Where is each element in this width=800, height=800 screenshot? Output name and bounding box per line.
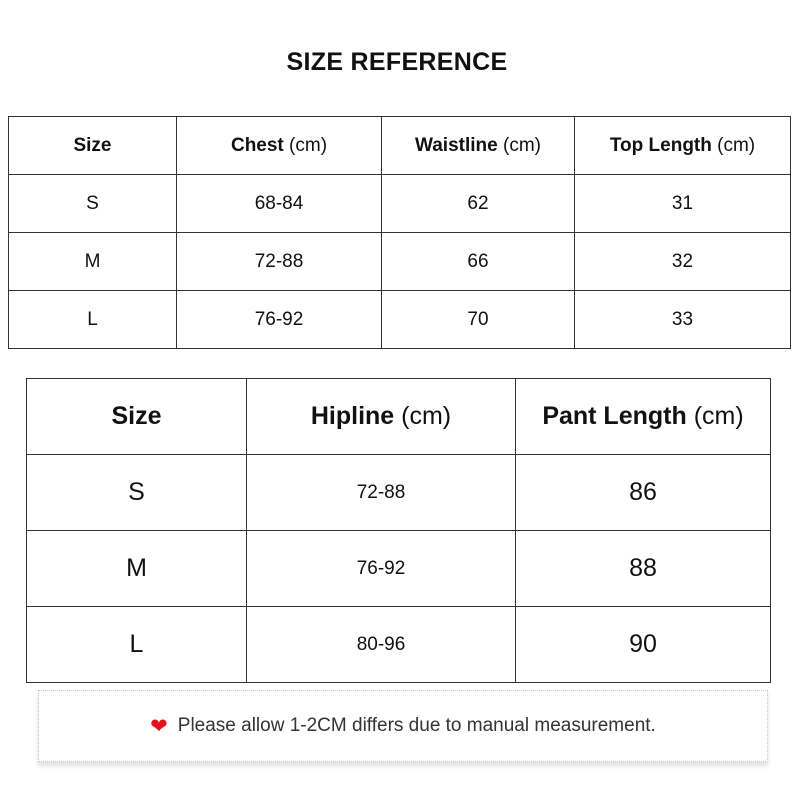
bottom-size-table (26, 378, 771, 683)
cell-chest: 68-84 (177, 175, 382, 233)
cell-top-length: 31 (575, 175, 791, 233)
cell-hipline: 76-92 (247, 531, 516, 607)
cell-size: M (9, 233, 177, 291)
header-size: Size (27, 379, 247, 455)
cell-hipline: 72-88 (247, 455, 516, 531)
header-chest: Chest (cm) (177, 117, 382, 175)
cell-hipline: 80-96 (247, 607, 516, 683)
table-header-row (27, 379, 771, 455)
cell-size: L (27, 607, 247, 683)
header-top-length: Top Length (cm) (575, 117, 791, 175)
cell-chest: 72-88 (177, 233, 382, 291)
table-row (27, 607, 771, 683)
cell-pant-length: 90 (516, 607, 771, 683)
table-row (9, 175, 791, 233)
measurement-note (38, 690, 768, 762)
heart-icon: ❤ (150, 714, 168, 738)
cell-top-length: 33 (575, 291, 791, 349)
note-text: Please allow 1-2CM differs due to manual measurement. (177, 715, 656, 736)
table-row (27, 455, 771, 531)
cell-size: M (27, 531, 247, 607)
cell-waistline: 62 (382, 175, 575, 233)
table-row (9, 291, 791, 349)
cell-size: S (27, 455, 247, 531)
cell-waistline: 70 (382, 291, 575, 349)
table-row (27, 531, 771, 607)
cell-chest: 76-92 (177, 291, 382, 349)
cell-size: L (9, 291, 177, 349)
cell-size: S (9, 175, 177, 233)
page-title: SIZE REFERENCE (286, 48, 508, 76)
cell-top-length: 32 (575, 233, 791, 291)
table-header-row (9, 117, 791, 175)
header-waistline: Waistline (cm) (382, 117, 575, 175)
header-pant-length: Pant Length (cm) (516, 379, 771, 455)
table-row (9, 233, 791, 291)
header-hipline: Hipline (cm) (247, 379, 516, 455)
top-size-table (8, 116, 791, 349)
cell-pant-length: 88 (516, 531, 771, 607)
cell-pant-length: 86 (516, 455, 771, 531)
cell-waistline: 66 (382, 233, 575, 291)
header-size: Size (9, 117, 177, 175)
